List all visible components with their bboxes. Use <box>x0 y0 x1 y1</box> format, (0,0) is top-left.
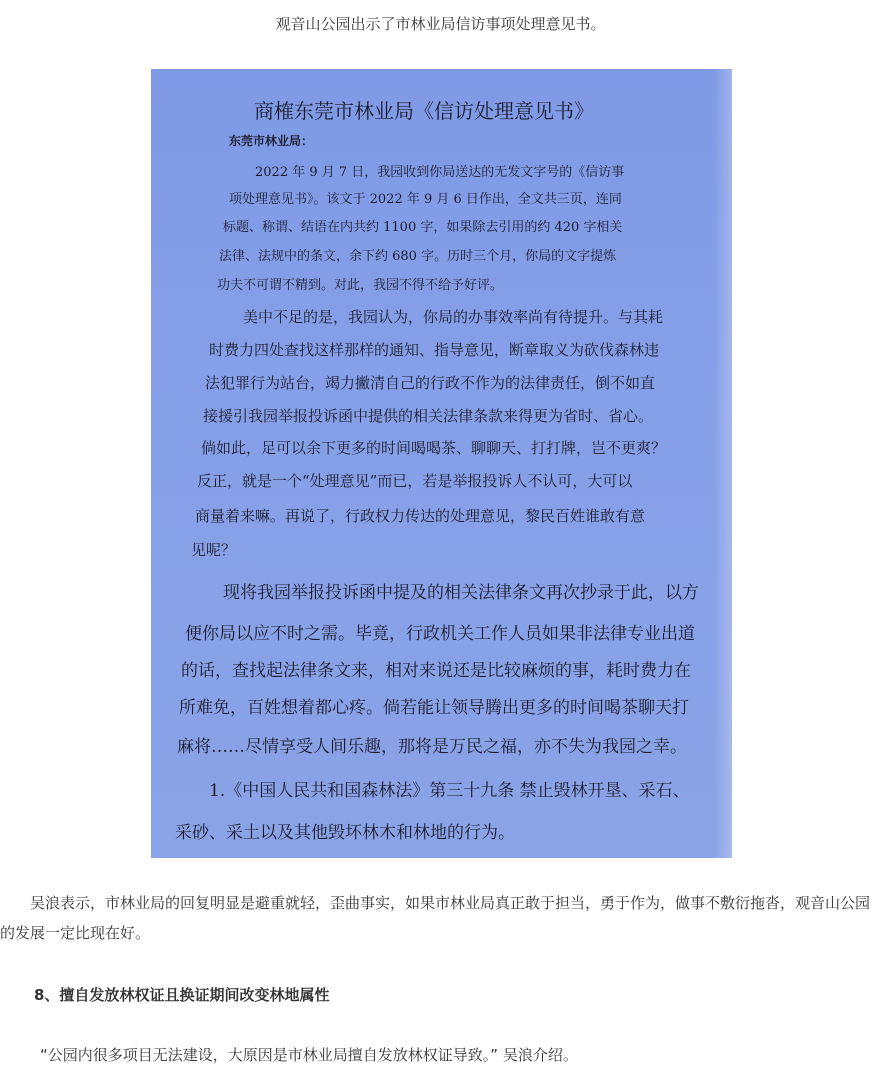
letter-line: 采砂、采土以及其他毁坏林木和林地的行为。 <box>175 823 515 843</box>
document-photo <box>151 69 732 858</box>
letter-line: 见呢？ <box>191 541 237 559</box>
letter-line: 便你局以应不时之需。毕竟，行政机关工作人员如果非法律专业出道 <box>185 624 695 644</box>
letter-line: 接援引我园举报投诉函中提供的相关法律条款来得更为省时、省心。 <box>203 407 654 425</box>
photo-edge-shading <box>714 69 732 858</box>
letter-line: 项处理意见书》。该文于 2022 年 9 月 6 日作出，全文共三页，连同 <box>229 192 622 207</box>
letter-line: 2022 年 9 月 7 日，我园收到你局送达的无发文字号的《信访事 <box>255 165 625 180</box>
letter-line: 1.《中国人民共和国森林法》第三十九条 禁止毁林开垦、采石、 <box>209 781 690 801</box>
letter-line: 现将我园举报投诉函中提及的相关法律条文再次抄录于此，以方 <box>223 583 699 603</box>
letter-line: 法犯罪行为站台，竭力撇清自己的行政不作为的法律责任，倒不如直 <box>205 374 656 392</box>
letter-line: 反正，就是一个“处理意见”而已，若是举报投诉人不认可，大可以 <box>197 472 633 490</box>
letter-line: 标题、称谓、结语在内共约 1100 字，如果除去引用的约 420 字相关 <box>223 220 623 235</box>
letter-line: 法律、法规中的条文，余下约 680 字。历时三个月，你局的文字提炼 <box>219 249 617 264</box>
quote-paragraph: “公园内很多项目无法建设，大原因是市林业局擅自发放林权证导致。” 吴浪介绍。 <box>40 1046 578 1064</box>
section-heading: 8、擅自发放林权证且换证期间改变林地属性 <box>34 986 330 1004</box>
letter-salutation: 东莞市林业局： <box>229 134 314 148</box>
letter-title: 商榷东莞市林业局《信访处理意见书》 <box>254 99 594 123</box>
letter-line: 倘如此，足可以余下更多的时间喝喝茶、聊聊天、打打牌，岂不更爽？ <box>201 439 667 457</box>
letter-line: 时费力四处查找这样那样的通知、指导意见，断章取义为砍伐森林违 <box>209 341 660 359</box>
image-caption: 观音山公园出示了市林业局信访事项处理意见书。 <box>275 15 606 33</box>
letter-line: 美中不足的是，我园认为，你局的办事效率尚有待提升。与其耗 <box>243 308 664 326</box>
letter-line: 商量着来嘛。再说了，行政权力传达的处理意见，黎民百姓谁敢有意 <box>195 507 646 525</box>
letter-line: 的话，查找起法律条文来，相对来说还是比较麻烦的事，耗时费力在 <box>181 661 691 681</box>
letter-line: 功夫不可谓不精到。对此，我园不得不给予好评。 <box>217 278 504 293</box>
body-paragraph: 吴浪表示，市林业局的回复明显是避重就轻，歪曲事实，如果市林业局真正敢于担当，勇于作为，做事不敷衍拖沓，观音山公园的发展一定比现在好。 <box>0 894 871 942</box>
letter-line: 麻将……尽情享受人间乐趣，那将是万民之福，亦不失为我园之幸。 <box>177 737 687 757</box>
letter-line: 所难免，百姓想着都心疼。倘若能让领导腾出更多的时间喝茶聊天打 <box>179 698 689 718</box>
